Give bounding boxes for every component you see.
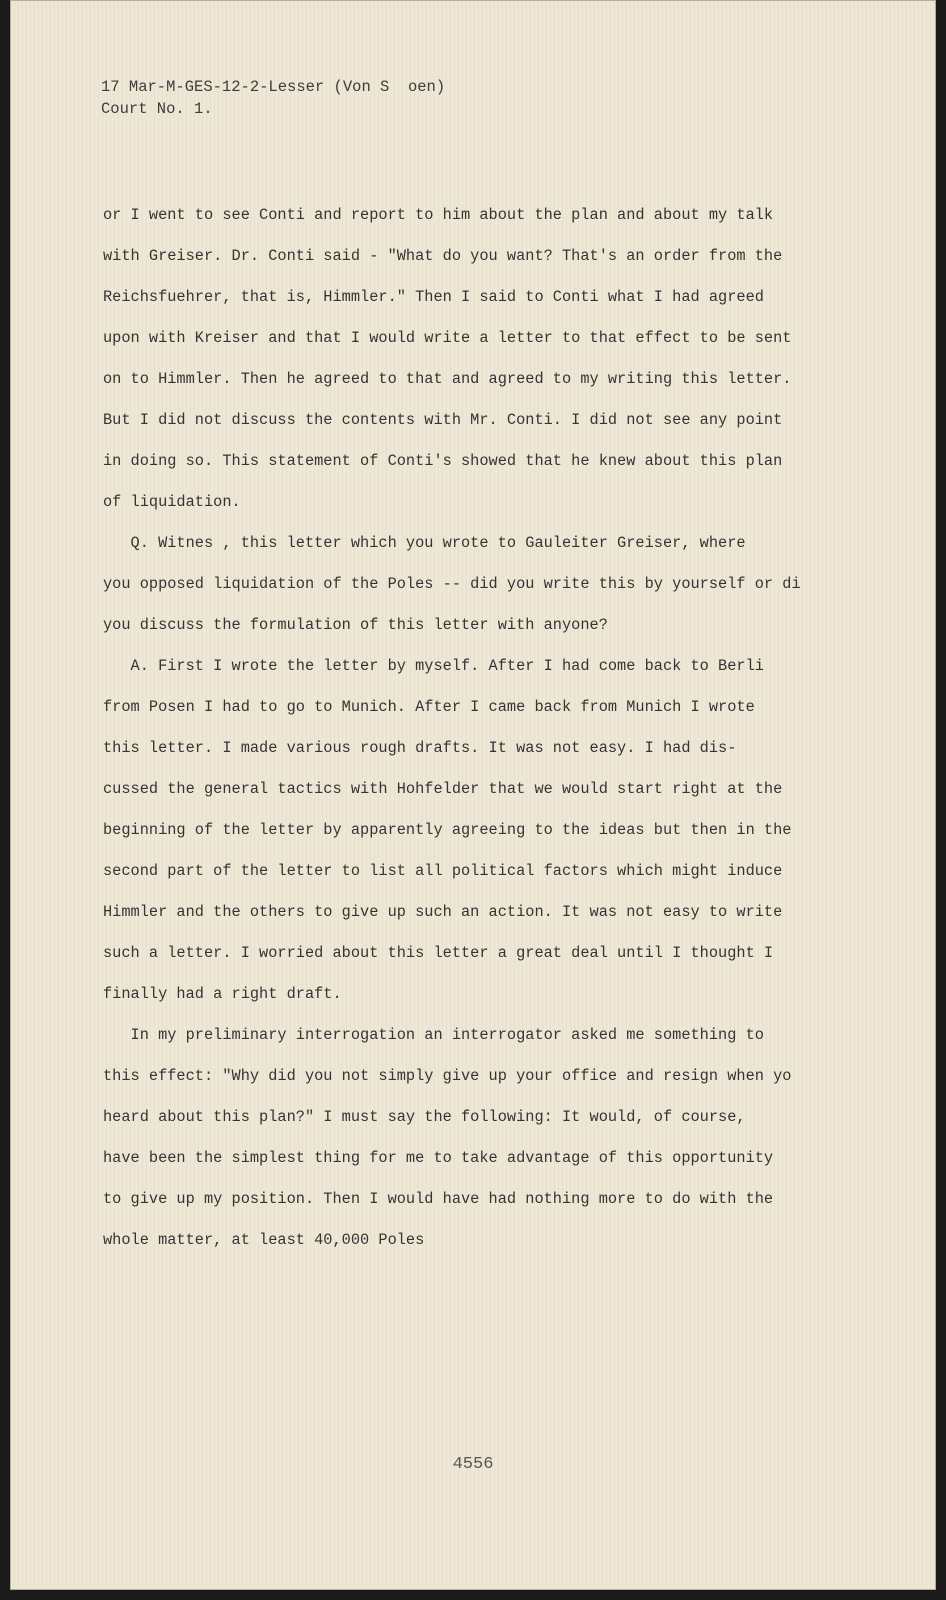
transcript-line: such a letter. I worried about this letter a great deal until I thought I <box>103 944 774 962</box>
transcript-line: whole matter, at least 40,000 Poles <box>103 1231 425 1249</box>
transcript-line: A. First I wrote the letter by myself. After I had come back to Berli <box>103 657 764 675</box>
transcript-line: In my preliminary interrogation an interrogator asked me something to <box>103 1026 764 1044</box>
page-number: 4556 <box>452 1455 494 1474</box>
transcript-line: heard about this plan?" I must say the following: It would, of course, <box>103 1108 746 1126</box>
transcript-line: to give up my position. Then I would have had nothing more to do with the <box>103 1190 774 1208</box>
transcript-line: with Greiser. Dr. Conti said - "What do you want? That's an order from the <box>103 247 783 265</box>
document-header <box>101 76 445 120</box>
court-number: Court No. 1. <box>101 100 213 118</box>
transcript-line: Reichsfuehrer, that is, Himmler." Then I said to Conti what I had agreed <box>103 288 764 306</box>
transcript-line: Himmler and the others to give up such an action. It was not easy to write <box>103 903 783 921</box>
transcript-line: have been the simplest thing for me to take advantage of this opportunity <box>103 1149 774 1167</box>
transcript-line: second part of the letter to list all political factors which might induce <box>103 862 783 880</box>
transcript-line: But I did not discuss the contents with Mr. Conti. I did not see any point <box>103 411 783 429</box>
transcript-line: you opposed liquidation of the Poles -- did you write this by yourself or di <box>103 575 801 593</box>
case-reference: 17 Mar-M-GES-12-2-Lesser (Von S oen) <box>101 78 446 96</box>
transcript-line: upon with Kreiser and that I would write a letter to that effect to be sent <box>103 329 792 347</box>
transcript-body <box>103 195 903 1261</box>
transcript-line: on to Himmler. Then he agreed to that and agreed to my writing this letter. <box>103 370 792 388</box>
transcript-line: from Posen I had to go to Munich. After I came back from Munich I wrote <box>103 698 755 716</box>
transcript-line: or I went to see Conti and report to him about the plan and about my talk <box>103 206 774 224</box>
transcript-line: Q. Witnes , this letter which you wrote to Gauleiter Greiser, where <box>103 534 746 552</box>
document-page <box>10 0 936 1590</box>
transcript-line: of liquidation. <box>103 493 241 511</box>
transcript-line: finally had a right draft. <box>103 985 342 1003</box>
transcript-line: this effect: "Why did you not simply give up your office and resign when yo <box>103 1067 792 1085</box>
transcript-line: you discuss the formulation of this letter with anyone? <box>103 616 608 634</box>
transcript-line: cussed the general tactics with Hohfelder that we would start right at the <box>103 780 783 798</box>
transcript-line: beginning of the letter by apparently agreeing to the ideas but then in the <box>103 821 792 839</box>
transcript-line: this letter. I made various rough drafts. It was not easy. I had dis- <box>103 739 737 757</box>
transcript-line: in doing so. This statement of Conti's showed that he knew about this plan <box>103 452 783 470</box>
